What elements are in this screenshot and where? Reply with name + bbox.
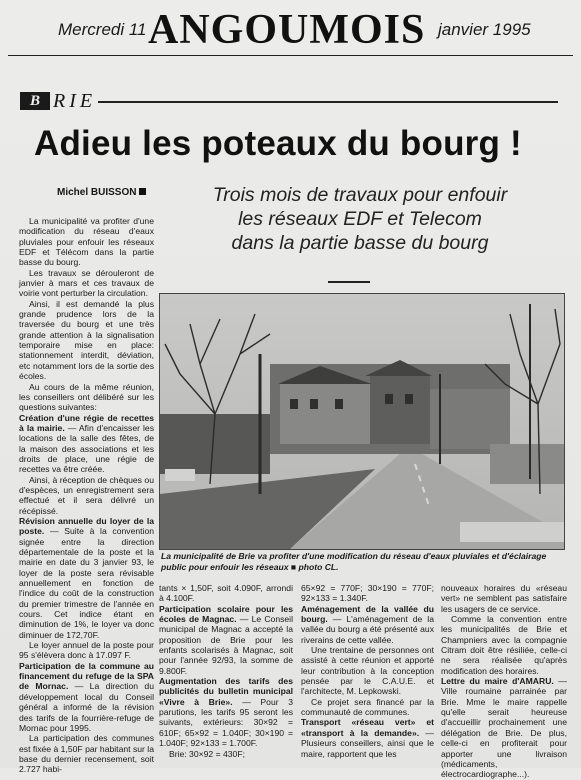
deck-line: dans la partie basse du bourg <box>231 232 489 254</box>
paragraph <box>441 676 567 779</box>
article-photo <box>159 293 565 550</box>
deck-line: Trois mois de travaux pour enfouir <box>212 184 508 206</box>
paragraph-text: — Ville roumaine parrainée par Brie. Mme le maire rappelle qu'elle serait heureuse d'accueillir prochainement une délégation de Brie. De plus, celle-ci en profiterait pour apporter une livraison (médicaments, électrocardiographe...). <box>441 676 567 780</box>
paragraph: Ainsi, à réception de chèques ou d'espèces, un enregistrement sera effectué et il sera délivré un récépissé. <box>19 474 154 516</box>
paragraph-lead: Aménagement de la vallée du bourg. <box>301 603 434 625</box>
paragraph: Au cours de la même réunion, les conseillers ont délibéré sur les questions suivantes: <box>19 381 154 413</box>
paragraph: tants × 1,50F, soit 4.090F, arrondi à 4.100F. <box>159 583 293 604</box>
deck <box>185 183 535 255</box>
paragraph-text: — Pour 3 parutions, les tarifs 95 seront les suivants, extérieurs: 30×92 = 610F; 65×92 = 1.040F; 30×190 = 1.040F; 92×133 = 1.700F. <box>159 696 293 749</box>
byline <box>57 187 146 198</box>
paragraph: Ce projet sera financé par la communauté de communes. <box>301 696 434 718</box>
paragraph-text: — L'aménagement de la vallée du bourg a été présenté aux riverains de cette vallée. <box>301 614 434 645</box>
paragraph <box>19 661 154 733</box>
paragraph: Comme la convention entre les municipalités de Brie et Champniers avec la compagnie Citram doit être résiliée, celle-ci ne sera réalisée qu'après modification des horaires. <box>441 614 567 676</box>
paragraph <box>301 717 434 758</box>
masthead-date-right: janvier 1995 <box>438 20 531 39</box>
paragraph: La participation des communes est fixée à 1,50F par habitant sur la base du dernier recensement, soit 2.727 habi- <box>19 733 154 775</box>
paragraph: Le loyer annuel de la poste pour 95 s'élèvera donc à 17.097 F. <box>19 640 154 661</box>
masthead-date-left: Mercredi 11 <box>58 20 147 39</box>
byline-name: Michel BUISSON <box>57 187 137 198</box>
paragraph-lead: Augmentation des tarifs des publicités du bulletin municipal «Vivre à Brie». <box>159 676 293 707</box>
paragraph: La municipalité va profiter d'une modification du réseau d'eaux pluviales pour enfouir les réseaux EDF et Télécom dans la partie basse du bourg. <box>19 216 154 268</box>
paragraph: Les travaux se dérouleront de janvier à mars et ces travaux de voirie vont perturber la circulation. <box>19 267 154 299</box>
paragraph-text: — Suite à la convention signée entre la direction départementale de la poste et la mairie en date du 3 janvier 93, le loyer de la poste sera révisable annuellement en fonction de l'indice du coût de la construction du premier trimestre de l'année en cours. Cet indice étant en diminution de 1%, le loyer va donc diminuer de 172,70F. <box>19 526 154 640</box>
paragraph-lead: Révision annuelle du loyer de la poste. <box>19 515 154 537</box>
paragraph: nouveaux horaires du «réseau vert» ne semblent pas satisfaire les usagers de ce service. <box>441 583 567 614</box>
section-initial-box <box>20 92 50 110</box>
paragraph: Une trentaine de personnes ont assisté à cette réunion et apporté leur contribution à la conception pensée par le C.A.U.E. et l'architecte, M. Lepkowski. <box>301 645 434 697</box>
deck-line: les réseaux EDF et Telecom <box>238 208 482 230</box>
byline-square-icon <box>139 188 146 195</box>
paragraph-text: — Plusieurs conseillers, ainsi que le maire, rapportent que les <box>301 727 434 759</box>
paragraph: Brie: 30×92 = 430F; <box>169 748 245 759</box>
article-column-1 <box>19 216 154 775</box>
paragraph-text: — Le Conseil municipal de Magnac a accepté la proposition de Brie pour les enfants scolarisés à Magnac, soit pour l'année 92/93, la somme de 9.800F. <box>159 614 293 676</box>
paragraph-lead: Participation scolaire pour les écoles de Magnac. <box>159 603 293 625</box>
headline: Adieu les poteaux du bourg ! <box>34 124 522 163</box>
paragraph-text: — Afin d'encaisser les locations de la salle des fêtes, de la maison des associations et les droits de place, une régie de recettes va être créée. <box>19 422 154 475</box>
section-initial: B <box>29 93 40 109</box>
paragraph: 65×92 = 770F; 30×190 = 770F; 92×133 = 1.340F. <box>301 583 434 604</box>
paragraph <box>19 516 154 640</box>
paragraph-text: — La direction du développement local du Conseil général a informé de la révision des tarifs de la fourrière-refuge de Mornac pour 1995. <box>19 681 154 733</box>
photo-caption: La municipalité de Brie va profiter d'une modification du réseau d'eaux pluviales et d'éclairage public pour enfouir les réseaux ■ photo CL. <box>161 551 547 572</box>
masthead-rule <box>8 55 573 56</box>
photo-village-street <box>160 294 564 549</box>
paragraph <box>159 676 293 748</box>
deck-rule <box>328 281 370 283</box>
section-word: RIE <box>53 90 97 112</box>
paragraph <box>301 604 434 645</box>
paragraph: Ainsi, il est demandé la plus grande prudence lors de la traversée du bourg et une très grande attention à la signalisation temporaire mise en place: stationnement interdit, déviation, etc notamment lors de la sortie des écoles. <box>19 298 154 382</box>
section-rule <box>98 101 558 103</box>
paragraph-lead: Participation de la commune au financement du refuge de la SPA de Mornac. <box>19 660 154 692</box>
article-column-4 <box>441 583 567 780</box>
article-column-3 <box>301 583 434 759</box>
paragraph <box>19 413 154 475</box>
paragraph-lead: Lettre du maire d'AMARU. <box>441 676 554 687</box>
masthead-title: ANGOUMOIS <box>148 7 426 53</box>
paragraph-lead: Transport «réseau vert» et «transport à la demande». <box>301 717 434 738</box>
article-column-2 <box>159 583 293 759</box>
paragraph-lead: Création d'une régie de recettes à la mairie. <box>19 412 154 433</box>
paragraph <box>159 604 293 676</box>
